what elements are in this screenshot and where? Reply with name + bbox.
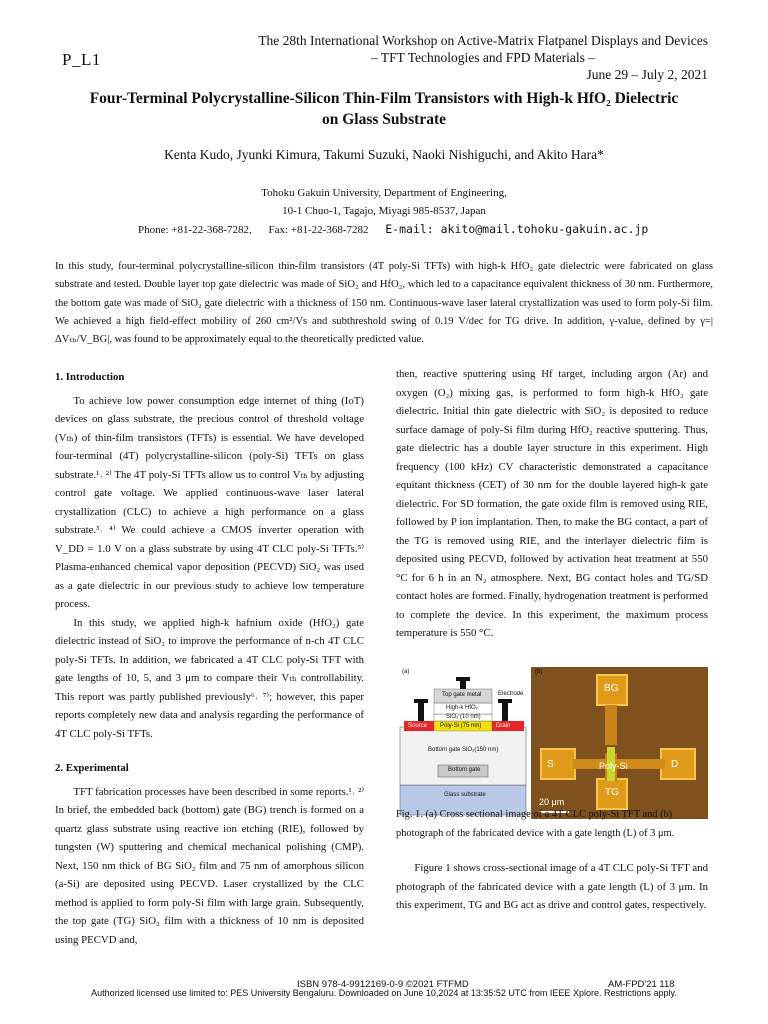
affiliation	[0, 185, 768, 220]
figure-discussion-paragraph: Figure 1 shows cross-sectional image of a 4T CLC poly-Si TFT and photograph of the fabricated device with a gate length (L) of 3 μm. In this experiment, TG and BG act as drive and control gates, respectively.	[396, 862, 708, 911]
label-drain: Drain	[496, 723, 511, 729]
figure-label-b: (b)	[535, 669, 543, 675]
conference-dates: June 29 – July 2, 2021	[586, 67, 708, 82]
label-bottom-gate-sio2: Bottom gate SiO₂(150 nm)	[428, 747, 499, 753]
conference-subtitle: – TFT Technologies and FPD Materials –	[370, 50, 596, 65]
contact-line	[138, 222, 662, 236]
paper-code: P_L1	[62, 50, 101, 69]
figure-label-a: (a)	[402, 669, 410, 675]
label-d: D	[671, 759, 679, 770]
conference-name: The 28th International Workshop on Active-Matrix Flatpanel Displays and Devices	[258, 33, 708, 48]
scale-bar-label: 20 μm	[539, 797, 565, 807]
affiliation-line-2: 10-1 Chuo-1, Tagajo, Miyagi 985-8537, Japan	[282, 204, 486, 217]
label-source: Source	[408, 723, 428, 729]
author-list: Kenta Kudo, Jyunki Kimura, Takumi Suzuki, Naoki Nishiguchi, and Akito Hara*	[164, 147, 604, 162]
title-line-2: on Glass Substrate	[321, 111, 447, 128]
label-top-gate-metal: Top gate metal	[442, 692, 482, 698]
section-heading-introduction: 1. Introduction	[55, 371, 125, 383]
left-column	[55, 368, 364, 949]
figure-device-photo	[531, 667, 708, 819]
label-tg: TG	[605, 787, 619, 798]
section-heading-experimental: 2. Experimental	[55, 762, 129, 774]
label-poly-si: Poly-Si (75 nm)	[440, 723, 482, 729]
intro-paragraph-2: In this study, we applied high-k hafnium oxide (HfO₂) gate dielectric instead of SiO₂ to improve the performance of n-ch 4T CLC poly-Si TFTs. In addition, we fabricated a 4T CLC poly-Si TFT with gate lengths of 10, 5, and 3 μm to compare their Vₜₕ controllability. This report was partly published previously⁶˒ ⁷⁾; however, this paper reports completely new data and analysis regarding the performance of 4T CLC poly-Si TFTs.	[55, 616, 364, 740]
license-notice: Authorized licensed use limited to: PES University Bengaluru. Downloaded on June 10,2024 at 13:35:52 UTC from IEEE Xplore. Restrictions apply.	[91, 988, 677, 998]
label-poly-si-photo: Poly-Si	[599, 761, 628, 771]
phone: Phone: +81-22-368-7282,	[138, 224, 252, 236]
experimental-paragraph-1: TFT fabrication processes have been described in some reports.¹˒ ²⁾ In brief, the embedded back (bottom) gate (BG) trench is formed on a quartz glass substrate using reactive ion etching (RIE), followed by tungsten (W) sputtering and chemical mechanical polishing (CMP). Next, 150 nm thick of BG SiO₂ film and 75 nm of amorphous silicon (a-Si) are deposited using PECVD. Laser crystallized by the CLC method is applied to form poly-Si film with large grain. Subsequently, the top gate (TG) SiO₂ film with a thickness of 10 nm is deposited using PECVD and,	[55, 785, 364, 946]
intro-paragraph-1: To achieve low power consumption edge internet of thing (IoT) devices on glass substrate, the precious control of threshold voltage (Vₜₕ) of thin-film transistors (TFTs) is essential. We have developed four-terminal (4T) polycrystalline-silicon (poly-Si) TFTs on glass substrate.¹˒ ²⁾ The 4T poly-Si TFTs allow us to control Vₜₕ by adjusting control gate voltage. We applied continuous-wave laser lateral crystallization (CLC) to achieve a high performance on a glass substrate.³˒ ⁴⁾ We could achieve a CMOS inverter operation with V_DD = 1.0 V on a glass substrate by using 4T CLC poly-Si TFTs.⁵⁾ Plasma-enhanced chemical vapor deposition (PECVD) SiO₂ was used as a gate dielectric in our previous study to achieve low temperature process.	[55, 394, 364, 610]
figure-cross-section	[398, 667, 528, 817]
conference-header	[228, 32, 708, 83]
label-electrode: Electrode	[498, 691, 524, 697]
paper-title	[40, 88, 728, 130]
experimental-paragraph-2: then, reactive sputtering using Hf target, including argon (Ar) and oxygen (O₂) mixing gas, is performed to form high-k HfO₂ gate dielectric. Initial thin gate dielectric with SiO₂ is deposited to reduce surface damage of poly-Si film during HfO₂ reactive sputtering. Thus, gate dielectric has a double layer structure in this experiment. High frequency (100 kHz) CV characteristic demonstrated a capacitance equitant thickness (CET) of 30 nm for the double layered high-k gate dielectric. For SD formation, the gate oxide film is removed using RIE, followed by P ion implantation. Then, to make the BG contact, a part of the TG is removed using RIE, and the interlayer dielectric film is deposited using PECVD, followed by activation heat treatment at 550 °C for 6 h in an N₂ atmosphere. Next, BG contact holes and TG/SD contact holes are formed. Finally, hydrogenation treatment is performed to complete the device. In this experiment, the maximum process temperature is 550 °C.	[396, 368, 708, 639]
affiliation-line-1: Tohoku Gakuin University, Department of Engineering,	[261, 187, 507, 199]
fax: Fax: +81-22-368-7282	[268, 224, 369, 236]
label-bg: BG	[604, 683, 619, 694]
right-column-bottom	[396, 859, 708, 915]
label-glass-substrate: Glass substrate	[444, 792, 486, 798]
title-line-1: Four-Terminal Polycrystalline-Silicon Thin-Film Transistors with High-k HfO₂ Dielectric	[89, 90, 679, 107]
isbn-footer: ISBN 978-4-9912169-0-9 ©2021 FTFMD	[297, 979, 469, 990]
abstract: In this study, four-terminal polycrystalline-silicon thin-film transistors (4T poly-Si TFTs) with high-k HfO₂ gate dielectric were fabricated on glass substrate and tested. Double layer top gate dielectric was made of SiO₂ and HfO₂, which led to a capacitance equivalent thickness of 30 nm. Furthermore, the bottom gate was made of SiO₂ gate dielectric with a thickness of 150 nm. Continuous-wave laser lateral crystallization was used to form poly-Si film. We achieved a high field-effect mobility of 260 cm²/Vs and subthreshold swing of 0.19 V/dec for TG drive. In addition, γ-value, defined by γ=|ΔVₜₕ/V_BG|, was found to be approximately equal to the theoretically predicted value.	[55, 261, 713, 346]
label-high-k: High-k HfO₂	[446, 705, 479, 711]
label-s: S	[547, 759, 554, 770]
figure-1	[398, 667, 708, 819]
email-link[interactable]: E-mail: akito@mail.tohoku-gakuin.ac.jp	[385, 222, 649, 236]
page-number: AM-FPD'21 118	[608, 979, 675, 990]
label-bottom-gate: Bottom gate	[448, 767, 481, 773]
label-sio2-tg: SiO₂ (10 nm)	[446, 714, 481, 720]
right-column	[396, 365, 708, 643]
figure-caption: Fig. 1. (a) Cross sectional image of a 4T CLC poly-Si TFT and (b) photograph of the fabricated device with a gate length (L) of 3 μm.	[396, 809, 675, 839]
